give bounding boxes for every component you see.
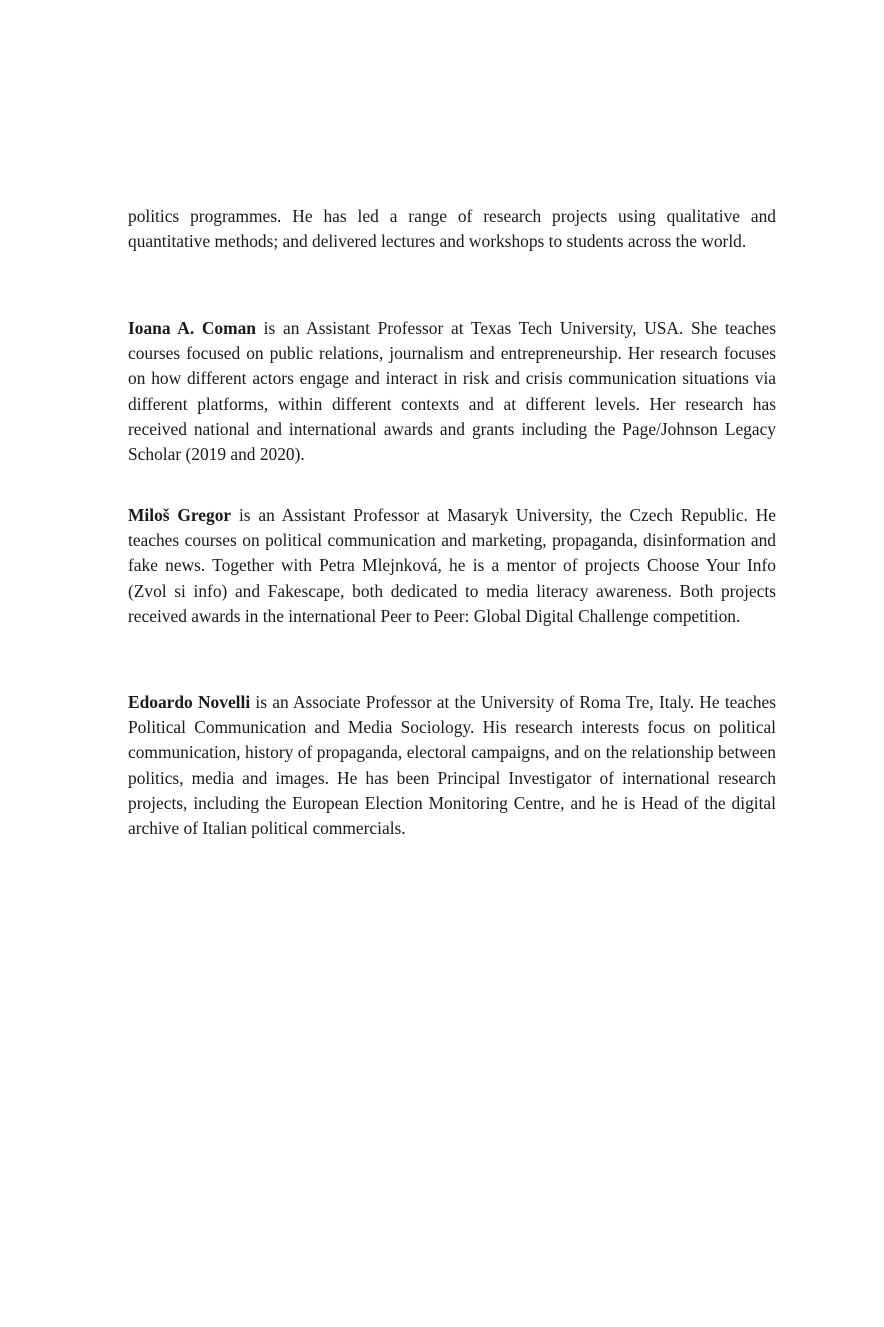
bio-paragraph-coman — [128, 316, 776, 467]
bio-paragraph-continued — [128, 204, 776, 254]
author-name: Edoardo Novelli — [128, 692, 251, 712]
paragraph-text — [128, 503, 776, 629]
paragraph-body: is an Assistant Professor at Masaryk University, the Czech Republic. He teaches courses on political communication and marketing, propaganda, disinformation and fake news. Together with Petra Mlejnková, he is a mentor of projects Choose Your Info (Zvol si info) and Fakescape, both dedicated to media literacy awareness. Both projects received awards in the international Peer to Peer: Global Digital Challenge competition. — [128, 505, 776, 626]
paragraph-body: is an Associate Professor at the University of Roma Tre, Italy. He teaches Political Communication and Media Sociology. His research interests focus on political communication, history of propaganda, electoral campaigns, and on the relationship between politics, media and images. He has been Principal Investigator of international research projects, including the European Election Monitoring Centre, and he is Head of the digital archive of Italian political commercials. — [128, 692, 776, 839]
bio-paragraph-novelli — [128, 690, 776, 841]
author-name: Ioana A. Coman — [128, 318, 256, 338]
bio-paragraph-gregor — [128, 503, 776, 629]
paragraph-text — [128, 690, 776, 841]
author-name: Miloš Gregor — [128, 505, 232, 525]
paragraph-body: politics programmes. He has led a range of research projects using qualitative and quantitative methods; and delivered lectures and workshops to students across the world. — [128, 206, 776, 252]
paragraph-body: is an Assistant Professor at Texas Tech University, USA. She teaches courses focused on public relations, journalism and entrepreneurship. Her research focuses on how different actors engage and interact in risk and crisis communication situations via different platforms, within different contexts and at different levels. Her research has received national and international awards and grants including the Page/Johnson Legacy Scholar (2019 and 2020). — [128, 318, 776, 465]
paragraph-text — [128, 204, 776, 254]
paragraph-text — [128, 316, 776, 467]
